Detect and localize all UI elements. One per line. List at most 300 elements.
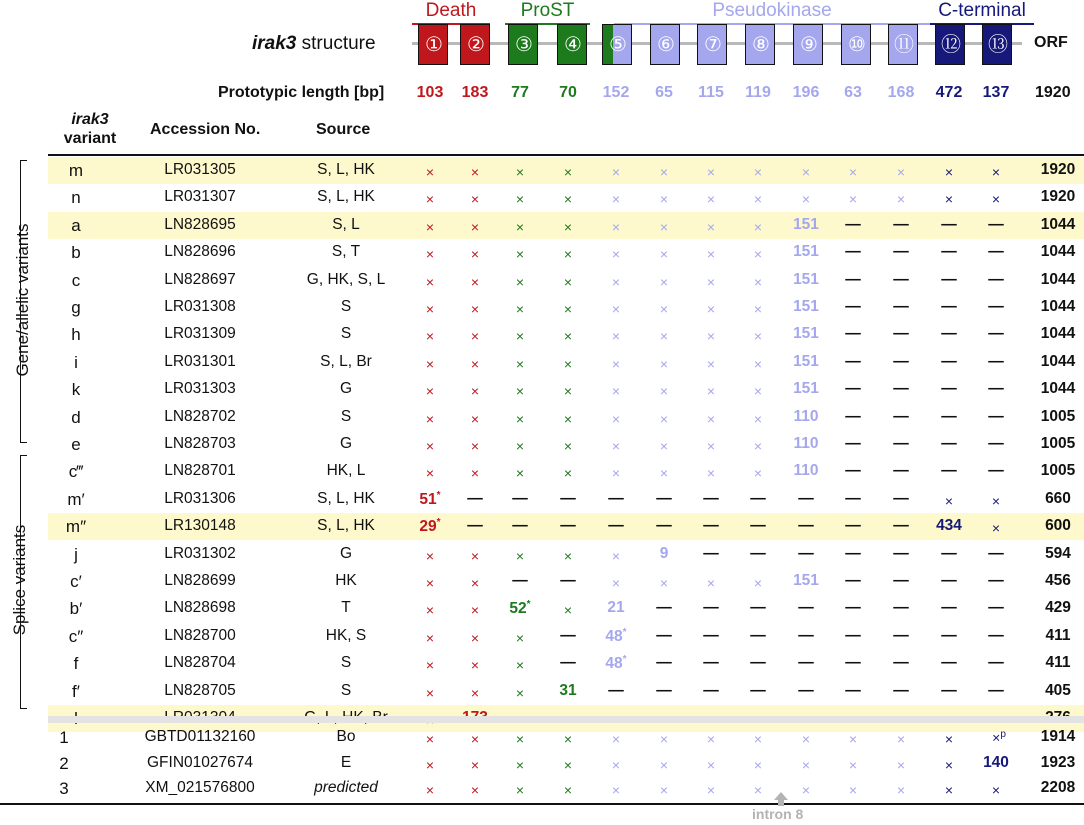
orf-header: ORF xyxy=(1034,34,1068,51)
orf-length: 1005 xyxy=(1040,407,1076,425)
variant-header xyxy=(60,110,120,148)
present-mark: × xyxy=(563,273,573,290)
accession-no: LN828702 xyxy=(164,407,236,425)
absent-mark: — xyxy=(750,626,766,644)
present-mark: × xyxy=(611,756,621,773)
absent-mark: — xyxy=(893,572,909,589)
accession-no: LN828701 xyxy=(164,462,236,480)
absent-mark: — xyxy=(988,435,1004,452)
absent-mark: — xyxy=(845,270,861,288)
absent-mark: — xyxy=(845,544,861,562)
variant-id: m′ xyxy=(67,489,85,509)
exon-length-value: 51* xyxy=(419,489,441,508)
absent-mark: — xyxy=(512,517,528,535)
absent-mark: — xyxy=(798,681,814,699)
accession-no: LN828700 xyxy=(164,626,236,644)
exon-box-10 xyxy=(841,24,871,65)
present-mark: × xyxy=(425,657,435,674)
present-mark: × xyxy=(896,164,906,180)
present-mark: × xyxy=(470,602,480,619)
domain-group-c-terminal: C-terminal xyxy=(938,0,1026,21)
present-mark: × xyxy=(706,164,716,180)
variant-id: c″ xyxy=(68,626,84,646)
sequence-id: 1 xyxy=(59,728,69,747)
present-mark: × xyxy=(991,520,1001,537)
present-mark: × xyxy=(425,355,435,372)
present-mark: × xyxy=(848,164,858,180)
exon-box-2 xyxy=(460,24,490,65)
structure-title-suffix: structure xyxy=(296,33,376,54)
absent-mark: — xyxy=(941,270,957,288)
exon-length-4: 70 xyxy=(559,84,577,101)
variant-id: g xyxy=(71,298,81,317)
absent-mark: — xyxy=(845,599,861,617)
exon-length-9: 196 xyxy=(792,84,820,101)
present-mark: × xyxy=(563,438,573,454)
present-mark: × xyxy=(611,782,621,799)
present-mark: × xyxy=(425,756,435,773)
absent-mark: — xyxy=(941,544,957,562)
absent-mark: — xyxy=(703,681,719,699)
absent-mark: — xyxy=(750,544,766,562)
present-mark-p: ×$^p$ xyxy=(992,729,1006,746)
orf-length: 600 xyxy=(1045,517,1071,535)
variant-id: c xyxy=(71,270,81,290)
source: S xyxy=(340,298,352,315)
exon-number: ⑧ xyxy=(752,34,770,56)
exon-length-value: 110 xyxy=(793,462,819,480)
present-mark: × xyxy=(611,410,621,427)
present-mark: × xyxy=(753,731,763,747)
present-mark: × xyxy=(659,328,669,345)
present-mark: × xyxy=(896,782,906,799)
exon-box-7 xyxy=(697,24,727,65)
orf-length: 1920 xyxy=(1040,188,1076,206)
variant-id: b xyxy=(71,243,81,263)
present-mark: × xyxy=(801,731,811,747)
orf-length: 1914 xyxy=(1040,728,1076,745)
exon-box-6 xyxy=(650,24,680,65)
absent-mark: — xyxy=(893,681,909,699)
accession-header: Accession No. xyxy=(150,121,261,138)
present-mark: × xyxy=(515,756,525,773)
structure-title-gene: irak3 xyxy=(252,33,297,54)
exon-box-3 xyxy=(508,24,538,65)
absent-mark: — xyxy=(560,626,576,644)
accession-no: LR031306 xyxy=(164,489,236,507)
absent-mark: — xyxy=(798,489,814,507)
present-mark: × xyxy=(563,383,573,400)
absent-mark: — xyxy=(893,325,909,343)
present-mark: × xyxy=(659,731,669,747)
absent-mark: — xyxy=(845,572,861,589)
present-mark: × xyxy=(611,218,621,235)
present-mark: × xyxy=(611,438,621,454)
present-mark: × xyxy=(706,410,716,427)
absent-mark: — xyxy=(988,270,1004,288)
present-mark: × xyxy=(563,782,573,799)
present-mark: × xyxy=(563,246,573,263)
absent-mark: — xyxy=(845,407,861,425)
structure-title xyxy=(252,33,376,55)
absent-mark: — xyxy=(845,489,861,507)
present-mark: × xyxy=(425,547,435,564)
present-mark: × xyxy=(753,355,763,372)
orf-length: 1005 xyxy=(1040,462,1076,480)
exon-length-2: 183 xyxy=(461,84,489,101)
variant-header-gene: irak3 xyxy=(71,111,109,128)
present-mark: × xyxy=(753,756,763,773)
absent-mark: — xyxy=(560,517,576,535)
exon-length-value: 151 xyxy=(793,243,819,261)
present-mark: × xyxy=(753,191,763,208)
accession-no: LN828698 xyxy=(164,599,236,617)
absent-mark: — xyxy=(656,681,672,699)
present-mark: × xyxy=(515,164,525,180)
accession-no: LN828697 xyxy=(164,270,236,288)
present-mark: × xyxy=(706,731,716,747)
present-mark: × xyxy=(425,629,435,646)
absent-mark: — xyxy=(893,462,909,480)
present-mark: × xyxy=(753,218,763,235)
exon-length-value: 140 xyxy=(983,753,1009,771)
source: S, L, HK xyxy=(317,161,375,178)
absent-mark: — xyxy=(750,489,766,507)
absent-mark: — xyxy=(798,654,814,672)
absent-mark: — xyxy=(893,298,909,315)
present-mark: × xyxy=(563,191,573,208)
absent-mark: — xyxy=(941,654,957,672)
absent-mark: — xyxy=(988,407,1004,425)
exon-number: ⑤ xyxy=(609,34,627,56)
exon-length-value: 151 xyxy=(793,572,819,589)
absent-mark: — xyxy=(703,489,719,507)
present-mark: × xyxy=(470,355,480,372)
exon-length-value: 151 xyxy=(793,380,819,398)
absent-mark: — xyxy=(988,298,1004,315)
present-mark: × xyxy=(563,218,573,235)
present-mark: × xyxy=(706,465,716,482)
present-mark: × xyxy=(848,191,858,208)
present-mark: × xyxy=(611,465,621,482)
present-mark: × xyxy=(425,218,435,235)
present-mark: × xyxy=(470,629,480,646)
absent-mark: — xyxy=(893,544,909,562)
absent-mark: — xyxy=(467,489,483,507)
present-mark: × xyxy=(425,410,435,427)
present-mark: × xyxy=(706,191,716,208)
exon-box-11 xyxy=(888,24,918,65)
exon-box-9 xyxy=(793,24,823,65)
present-mark: × xyxy=(425,782,435,799)
absent-mark: — xyxy=(893,270,909,288)
domain-group-pseudokinase: Pseudokinase xyxy=(712,0,832,21)
absent-mark: — xyxy=(703,654,719,672)
present-mark: × xyxy=(563,465,573,482)
exon-length-value: 151 xyxy=(793,298,819,315)
sequence-id: 2 xyxy=(59,753,69,773)
absent-mark: — xyxy=(988,462,1004,480)
source: S, T xyxy=(331,243,361,261)
present-mark: × xyxy=(470,782,480,799)
present-mark: × xyxy=(659,301,669,317)
variant-id: n xyxy=(71,188,81,208)
present-mark: × xyxy=(944,756,954,773)
exon-length-value: 21 xyxy=(607,599,625,617)
absent-mark: — xyxy=(941,599,957,617)
present-mark: × xyxy=(611,328,621,345)
variant-id: k xyxy=(71,380,81,400)
exon-length-value: 52* xyxy=(509,599,531,618)
exon-box-4 xyxy=(557,24,587,65)
exon-length-value: 151 xyxy=(793,352,819,370)
present-mark: × xyxy=(659,164,669,180)
present-mark: × xyxy=(706,301,716,317)
exon-number: ⑩ xyxy=(848,34,866,56)
present-mark: × xyxy=(611,164,621,180)
variant-id: m″ xyxy=(65,517,87,537)
present-mark: × xyxy=(470,383,480,400)
exon-length-11: 168 xyxy=(887,84,915,101)
present-mark: × xyxy=(611,301,621,317)
present-mark: × xyxy=(991,164,1001,180)
orf-length: 1044 xyxy=(1040,380,1076,398)
orf-length: 660 xyxy=(1045,489,1071,507)
present-mark: × xyxy=(563,756,573,773)
absent-mark: — xyxy=(656,599,672,617)
present-mark: × xyxy=(470,684,480,701)
present-mark: × xyxy=(753,164,763,180)
source: T xyxy=(341,599,351,617)
present-mark: × xyxy=(515,410,525,427)
absent-mark: — xyxy=(560,572,576,589)
header-rule xyxy=(48,154,1084,156)
absent-mark: — xyxy=(845,380,861,398)
present-mark: × xyxy=(470,575,480,591)
present-mark: × xyxy=(753,328,763,345)
absent-mark: — xyxy=(656,517,672,535)
sequence-id: 3 xyxy=(59,779,69,799)
absent-mark: — xyxy=(941,352,957,370)
variant-id: m xyxy=(68,161,84,180)
present-mark: × xyxy=(425,164,435,180)
present-mark: × xyxy=(706,782,716,799)
present-mark: × xyxy=(848,756,858,773)
present-mark: × xyxy=(515,355,525,372)
present-mark: × xyxy=(470,465,480,482)
source: S, L, HK xyxy=(317,489,375,507)
source: G, HK, S, L xyxy=(306,270,386,288)
accession-no: LN828703 xyxy=(164,435,236,452)
absent-mark: — xyxy=(845,626,861,644)
present-mark: × xyxy=(563,164,573,180)
present-mark: × xyxy=(659,438,669,454)
source: G xyxy=(339,435,353,452)
present-mark: × xyxy=(470,547,480,564)
intron-arrow-icon xyxy=(774,792,788,800)
exon-number: ⑦ xyxy=(704,34,722,56)
present-mark: × xyxy=(515,328,525,345)
exon-length-value: 151 xyxy=(793,325,819,343)
orf-length: 405 xyxy=(1045,681,1071,699)
present-mark: × xyxy=(470,218,480,235)
present-mark: × xyxy=(611,731,621,747)
exon-length-1: 103 xyxy=(416,84,444,101)
orf-length: 1044 xyxy=(1040,243,1076,261)
present-mark: × xyxy=(801,756,811,773)
absent-mark: — xyxy=(845,435,861,452)
present-mark: × xyxy=(706,355,716,372)
present-mark: × xyxy=(515,782,525,799)
variant-id: i xyxy=(74,352,78,372)
absent-mark: — xyxy=(988,325,1004,343)
absent-mark: — xyxy=(703,517,719,535)
present-mark: × xyxy=(706,273,716,290)
exon-box-12 xyxy=(935,24,965,65)
present-mark: × xyxy=(425,301,435,317)
source: S xyxy=(340,325,352,343)
exon-number: ④ xyxy=(564,34,582,56)
exon-length-value: 9 xyxy=(659,544,669,562)
variant-id: c‴ xyxy=(68,462,84,482)
present-mark: × xyxy=(425,328,435,345)
present-mark: × xyxy=(425,465,435,482)
intron-label: intron 8 xyxy=(752,806,804,822)
exon-number: ⑫ xyxy=(941,34,961,56)
absent-mark: — xyxy=(798,517,814,535)
absent-mark: — xyxy=(560,654,576,672)
accession-no: LR031305 xyxy=(164,161,236,178)
absent-mark: — xyxy=(893,626,909,644)
present-mark: × xyxy=(470,731,480,747)
orf-length: 411 xyxy=(1045,654,1071,672)
absent-mark: — xyxy=(941,435,957,452)
accession-no: LR031308 xyxy=(164,298,236,315)
absent-mark: — xyxy=(893,435,909,452)
source: HK, S xyxy=(325,626,367,644)
present-mark: × xyxy=(848,731,858,747)
orf-length: 411 xyxy=(1045,626,1071,644)
exon-length-3: 77 xyxy=(511,84,529,101)
present-mark: × xyxy=(611,246,621,263)
absent-mark: — xyxy=(656,654,672,672)
exon-number: ② xyxy=(467,34,485,56)
present-mark: × xyxy=(753,438,763,454)
absent-mark: — xyxy=(512,489,528,507)
domain-group-death: Death xyxy=(425,0,477,21)
absent-mark: — xyxy=(893,243,909,261)
present-mark: × xyxy=(515,731,525,747)
source: predicted xyxy=(314,779,378,797)
exon-length-value: 29* xyxy=(419,517,441,536)
absent-mark: — xyxy=(608,517,624,535)
present-mark: × xyxy=(515,246,525,263)
absent-mark: — xyxy=(656,489,672,507)
absent-mark: — xyxy=(941,681,957,699)
present-mark: × xyxy=(706,756,716,773)
source: S, L xyxy=(332,215,360,233)
present-mark: × xyxy=(515,273,525,290)
present-mark: × xyxy=(659,383,669,400)
present-mark: × xyxy=(563,355,573,372)
present-mark: × xyxy=(470,756,480,773)
present-mark: × xyxy=(659,465,669,482)
absent-mark: — xyxy=(845,681,861,699)
present-mark: × xyxy=(753,301,763,317)
source: G xyxy=(339,380,353,398)
present-mark: × xyxy=(801,191,811,208)
present-mark: × xyxy=(515,301,525,317)
variant-id: f′ xyxy=(72,681,80,701)
present-mark: × xyxy=(753,575,763,591)
exon-length-6: 65 xyxy=(655,84,673,101)
absent-mark: — xyxy=(845,298,861,315)
present-mark: × xyxy=(425,575,435,591)
absent-mark: — xyxy=(988,380,1004,398)
present-mark: × xyxy=(706,246,716,263)
absent-mark: — xyxy=(893,489,909,507)
orf-length: 1005 xyxy=(1040,435,1076,452)
source: S xyxy=(340,681,352,699)
present-mark: × xyxy=(659,756,669,773)
variant-id: h xyxy=(71,325,81,345)
accession-no: LR130148 xyxy=(164,517,236,535)
absent-mark: — xyxy=(893,352,909,370)
accession-no: LR031302 xyxy=(164,544,236,562)
present-mark: × xyxy=(470,301,480,317)
exon-length-value: 110 xyxy=(793,407,819,425)
source: S, L, HK xyxy=(317,188,375,206)
absent-mark: — xyxy=(893,380,909,398)
present-mark: × xyxy=(425,191,435,208)
orf-length: 1044 xyxy=(1040,298,1076,315)
present-mark: × xyxy=(515,438,525,454)
present-mark: × xyxy=(706,575,716,591)
source: S, L, Br xyxy=(320,352,372,370)
present-mark: × xyxy=(470,438,480,454)
exon-length-value: 48* xyxy=(605,654,627,673)
absent-mark: — xyxy=(893,517,909,535)
separator-band xyxy=(48,716,1084,723)
exon-length-8: 119 xyxy=(745,84,771,101)
exon-box-1 xyxy=(418,24,448,65)
orf-total: 1920 xyxy=(1035,84,1071,101)
absent-mark: — xyxy=(988,572,1004,589)
absent-mark: — xyxy=(750,517,766,535)
absent-mark: — xyxy=(988,215,1004,233)
absent-mark: — xyxy=(845,243,861,261)
present-mark: × xyxy=(991,782,1001,799)
exon-number: ③ xyxy=(515,34,533,56)
absent-mark: — xyxy=(941,215,957,233)
exon-length-value: 31 xyxy=(559,681,577,699)
exon-length-value: 434 xyxy=(936,517,962,535)
present-mark: × xyxy=(425,602,435,619)
absent-mark: — xyxy=(988,544,1004,562)
present-mark: × xyxy=(425,731,435,747)
present-mark: × xyxy=(425,438,435,454)
present-mark: × xyxy=(659,246,669,263)
present-mark: × xyxy=(515,547,525,564)
variant-id: c′ xyxy=(70,572,82,591)
accession-no: LR031307 xyxy=(164,188,236,206)
present-mark: × xyxy=(896,731,906,747)
absent-mark: — xyxy=(941,572,957,589)
variant-id: d xyxy=(71,407,81,427)
present-mark: × xyxy=(659,218,669,235)
absent-mark: — xyxy=(988,352,1004,370)
variant-header-word: variant xyxy=(63,130,117,147)
